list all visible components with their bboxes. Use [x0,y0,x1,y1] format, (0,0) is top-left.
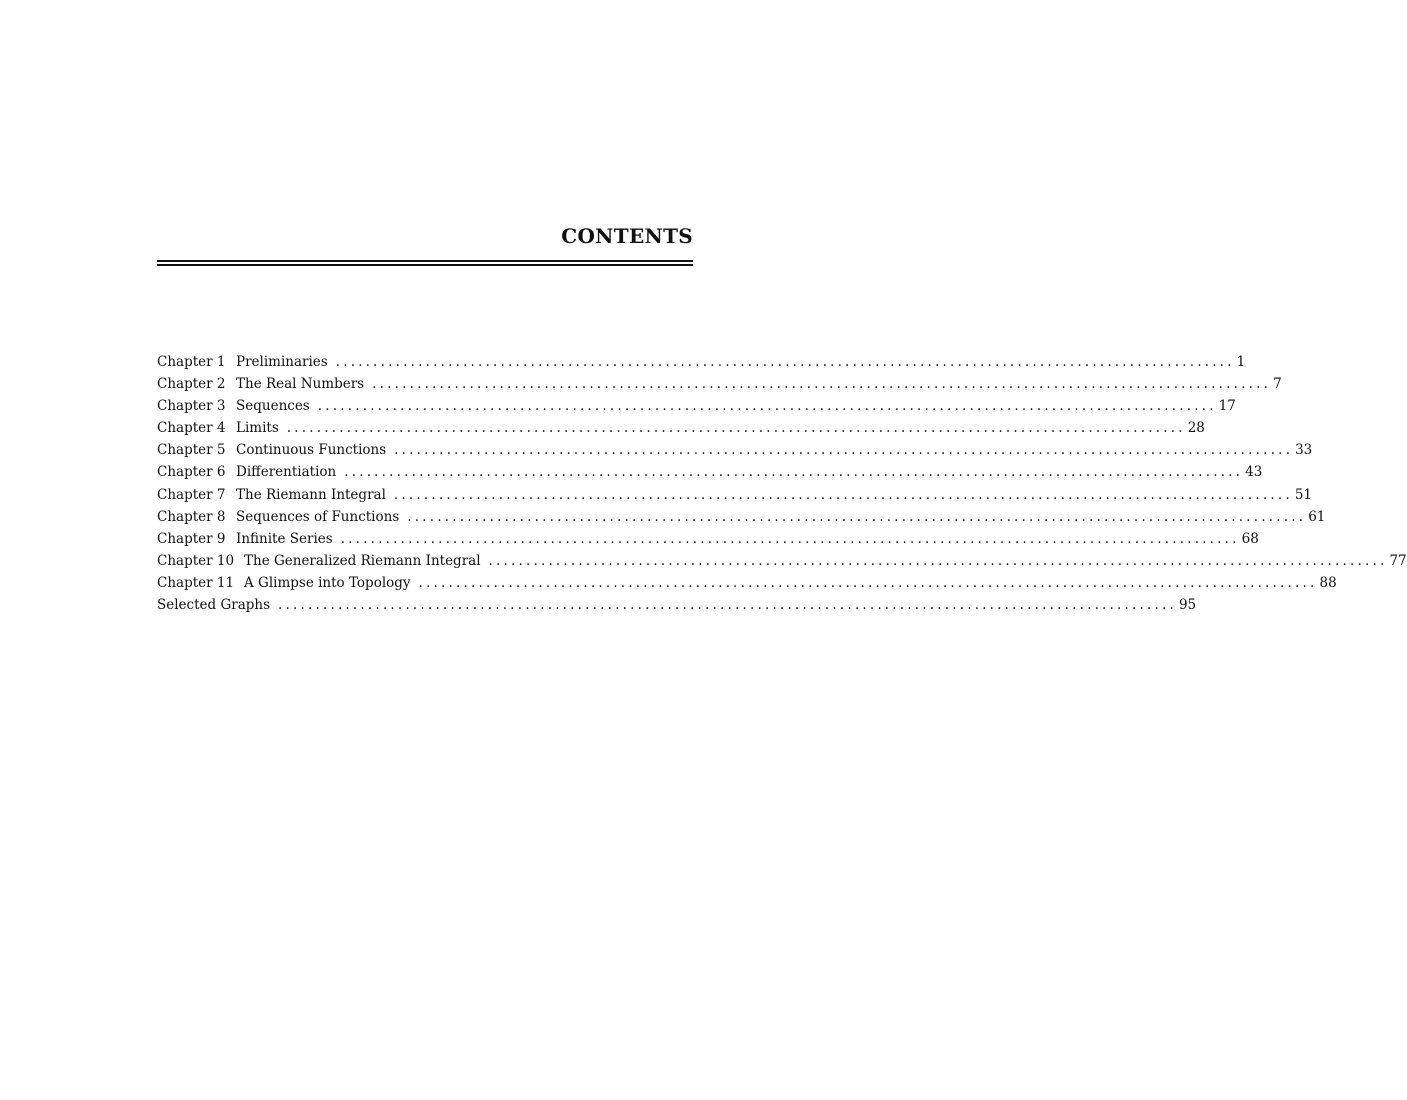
chapter-number: Chapter 4 [157,420,226,437]
page-number: 1 [1236,354,1246,370]
chapter-title[interactable]: Limits [236,420,279,437]
section-title[interactable]: Selected Graphs [157,597,271,614]
page-number: 77 [1389,552,1407,569]
chapter-title[interactable]: The Riemann Integral [236,486,386,503]
chapter-number: Chapter 1 [157,354,226,370]
toc-entry[interactable] [157,417,1205,439]
heading-rule-top [157,260,693,262]
dot-leader: ........................................................................................................................ [393,486,1293,503]
dot-leader: ........................................................................................................................ [488,552,1388,569]
page-number: 68 [1241,530,1259,547]
dot-leader: ........................................................................................................................ [344,464,1244,481]
dot-leader: ........................................................................................................................ [286,420,1186,437]
table-of-contents [157,351,1407,616]
chapter-title[interactable]: The Generalized Riemann Integral [244,552,481,569]
dot-leader: ........................................................................................................................ [372,376,1272,393]
dot-leader: ........................................................................................................................ [317,398,1217,415]
toc-entry[interactable] [157,484,1313,506]
chapter-number: Chapter 10 [157,552,235,569]
toc-entry[interactable] [157,461,1263,483]
page-number: 33 [1295,442,1313,459]
chapter-title[interactable]: Differentiation [236,464,337,481]
toc-entry[interactable] [157,395,1236,417]
chapter-number: Chapter 2 [157,376,226,393]
dot-leader: ........................................................................................................................ [418,574,1318,591]
page-number: 51 [1294,486,1313,503]
toc-entry[interactable] [157,550,1407,572]
chapter-number: Chapter 6 [157,464,226,481]
chapter-number: Chapter 7 [157,486,226,503]
toc-entry-selected-graphs[interactable] [157,594,1197,616]
dot-leader: ........................................................................................................................ [394,442,1294,459]
dot-leader: ........................................................................................................................ [340,530,1240,547]
chapter-title[interactable]: Infinite Series [236,530,333,547]
chapter-number: Chapter 9 [157,530,226,547]
toc-entry[interactable] [157,439,1313,461]
page-number: 43 [1245,464,1263,481]
page-number: 28 [1187,420,1205,437]
chapter-title[interactable]: Preliminaries [236,354,328,370]
chapter-number: Chapter 5 [157,442,226,459]
chapter-title[interactable]: Sequences [236,398,310,415]
dot-leader: ........................................................................................................................ [335,354,1235,370]
toc-entry[interactable] [157,351,1246,373]
chapter-title[interactable]: Continuous Functions [236,442,387,459]
chapter-number: Chapter 3 [157,398,226,415]
page-number: 95 [1178,597,1197,614]
dot-leader: ........................................................................................................................ [407,508,1307,525]
page-number: 88 [1319,574,1337,591]
toc-entry[interactable] [157,528,1259,550]
page-title: CONTENTS [561,224,693,248]
chapter-title[interactable]: A Glimpse into Topology [244,574,411,591]
page-number: 17 [1218,398,1236,415]
chapter-title[interactable]: The Real Numbers [236,376,365,393]
page-number: 7 [1273,376,1282,393]
chapter-number: Chapter 11 [157,574,235,591]
page-number: 61 [1308,508,1326,525]
heading-rule-bottom [157,264,693,266]
toc-entry[interactable] [157,506,1326,528]
toc-entry[interactable] [157,373,1282,395]
chapter-number: Chapter 8 [157,508,226,525]
chapter-title[interactable]: Sequences of Functions [236,508,400,525]
dot-leader: ........................................................................................................................ [278,597,1177,614]
toc-entry[interactable] [157,572,1337,594]
